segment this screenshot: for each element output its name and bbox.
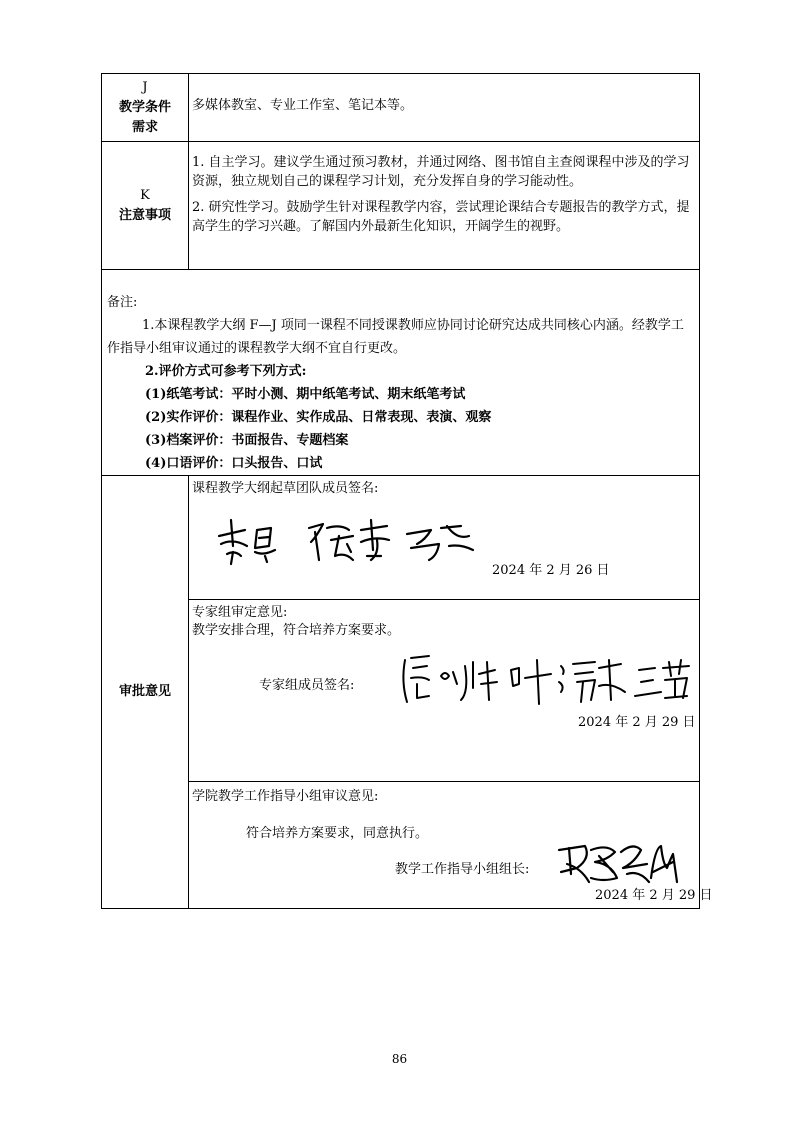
remarks-line1: 1.本课程教学大纲 F—J 项同一课程不同授课教师应协同讨论研究达成共同核心内涵。经教学工作指导小组审议通过的课程教学大纲不宜自行更改。 — [107, 318, 684, 356]
expert-opinion: 教学安排合理，符合培养方案要求。 — [192, 623, 401, 638]
college-heading: 学院教学工作指导小组审议意见: — [192, 789, 379, 804]
remarks-line6: (4)口语评价：口头报告、口试 — [145, 456, 323, 471]
row-k-label — [102, 142, 189, 270]
row-remarks — [102, 270, 700, 476]
remarks-line5: (3)档案评价：书面报告、专题档案 — [145, 433, 349, 448]
row-k-content-cell — [189, 142, 700, 270]
expert-heading: 专家组审定意见: — [192, 605, 288, 620]
college-opinion: 符合培养方案要求，同意执行。 — [246, 826, 429, 841]
remarks-line2: 2.评价方式可参考下列方式: — [145, 364, 307, 379]
college-cell — [189, 782, 713, 909]
drafting-date: 2024 年 2 月 26 日 — [492, 563, 610, 578]
row-k-item2: 2. 研究性学习。鼓励学生针对课程教学内容，尝试理论课结合专题报告的教学方式，提高学生的学习兴趣。了解国内外最新生化知识，开阔学生的视野。 — [192, 200, 690, 234]
expert-cell — [189, 600, 700, 782]
drafting-cell — [189, 476, 700, 600]
college-sign-label: 教学工作指导小组组长: — [395, 862, 530, 877]
expert-signature — [399, 652, 691, 708]
page-number: 86 — [391, 1052, 408, 1066]
row-j-label-line1: 教学条件 — [118, 99, 171, 115]
drafting-heading: 课程教学大纲起草团队成员签名: — [192, 481, 379, 496]
row-approval-college — [102, 782, 700, 909]
remarks-heading: 备注: — [107, 295, 138, 310]
row-j-label — [102, 74, 189, 142]
syllabus-table — [101, 73, 713, 909]
row-j-label-line2: 需求 — [131, 119, 158, 135]
expert-sign-label: 专家组成员签名: — [259, 678, 355, 693]
college-signature — [555, 838, 679, 890]
remarks-line3: (1)纸笔考试：平时小测、期中纸笔考试、期末纸笔考试 — [145, 387, 466, 402]
row-k-label-text: 注意事项 — [118, 207, 171, 223]
row-j-code: J — [142, 79, 148, 95]
remarks-cell — [102, 270, 700, 476]
drafting-signature — [211, 516, 481, 566]
row-k-item1: 1. 自主学习。建议学生通过预习教材，并通过网络、图书馆自主查阅课程中涉及的学习资源，独立规划自己的课程学习计划，充分发挥自身的学习能动性。 — [192, 155, 690, 189]
row-approval-drafting — [102, 476, 700, 600]
remarks-line4: (2)实作评价：课程作业、实作成品、日常表现、表演、观察 — [145, 410, 492, 425]
college-date: 2024 年 2 月 29 日 — [595, 888, 713, 903]
row-approval-expert — [102, 600, 700, 782]
row-j-content: 多媒体教室、专业工作室、笔记本等。 — [192, 98, 414, 113]
expert-date: 2024 年 2 月 29 日 — [578, 715, 696, 730]
row-j-content-cell — [189, 74, 700, 142]
approval-label: 审批意见 — [102, 476, 189, 909]
row-j — [102, 74, 700, 142]
row-k — [102, 142, 700, 270]
row-k-code: K — [140, 187, 150, 203]
